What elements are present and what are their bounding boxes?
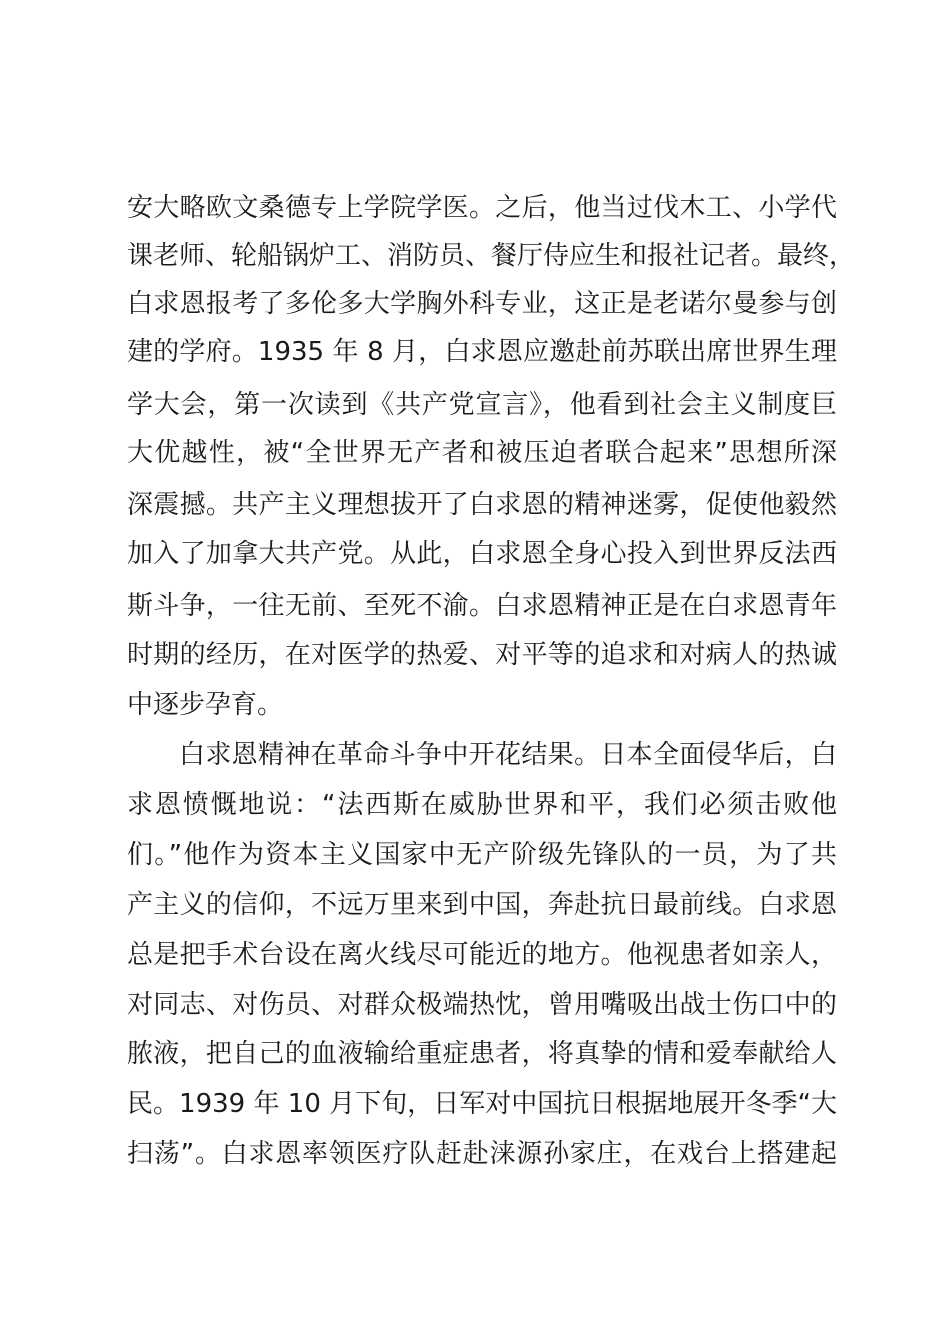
text-line: 民。1939 年 10 月下旬，日军对中国抗日根据地展开冬季“大 [127,1089,837,1119]
text-line: 扫荡”。白求恩率领医疗队赶赴涞源孙家庄，在戏台上搭建起 [127,1139,837,1169]
text-line: 们。”他作为资本主义国家中无产阶级先锋队的一员，为了共 [127,840,837,870]
text-line: 斯斗争，一往无前、至死不渝。白求恩精神正是在白求恩青年 [127,591,837,621]
text-line: 总是把手术台设在离火线尽可能近的地方。他视患者如亲人， [127,940,837,970]
text-line: 时期的经历，在对医学的热爱、对平等的追求和对病人的热诚 [127,640,837,670]
text-line: 建的学府。1935 年 8 月，白求恩应邀赴前苏联出席世界生理 [127,337,837,367]
text-line: 产主义的信仰，不远万里来到中国，奔赴抗日最前线。白求恩 [127,890,837,920]
text-line: 课老师、轮船锅炉工、消防员、餐厅侍应生和报社记者。最终， [127,241,856,271]
text-line: 脓液，把自己的血液输给重症患者，将真挚的情和爱奉献给人 [127,1039,837,1069]
text-line-last: 中逐步孕育。 [127,690,284,720]
text-line-first-indented: 白求恩精神在革命斗争中开花结果。日本全面侵华后，白 [179,740,837,770]
text-line: 学大会，第一次读到《共产党宣言》，他看到社会主义制度巨 [127,390,837,420]
text-line: 加入了加拿大共产党。从此，白求恩全身心投入到世界反法西 [127,539,837,569]
text-line: 大优越性，被“全世界无产者和被压迫者联合起来”思想所深 [127,438,837,468]
text-line: 求恩愤慨地说：“法西斯在威胁世界和平，我们必须击败他 [127,790,837,820]
text-line: 白求恩报考了多伦多大学胸外科专业，这正是老诺尔曼参与创 [127,289,837,319]
text-line: 深震撼。共产主义理想拔开了白求恩的精神迷雾，促使他毅然 [127,490,837,520]
text-line: 对同志、对伤员、对群众极端热忱，曾用嘴吸出战士伤口中的 [127,990,837,1020]
text-line: 安大略欧文桑德专上学院学医。之后，他当过伐木工、小学代 [127,193,837,223]
